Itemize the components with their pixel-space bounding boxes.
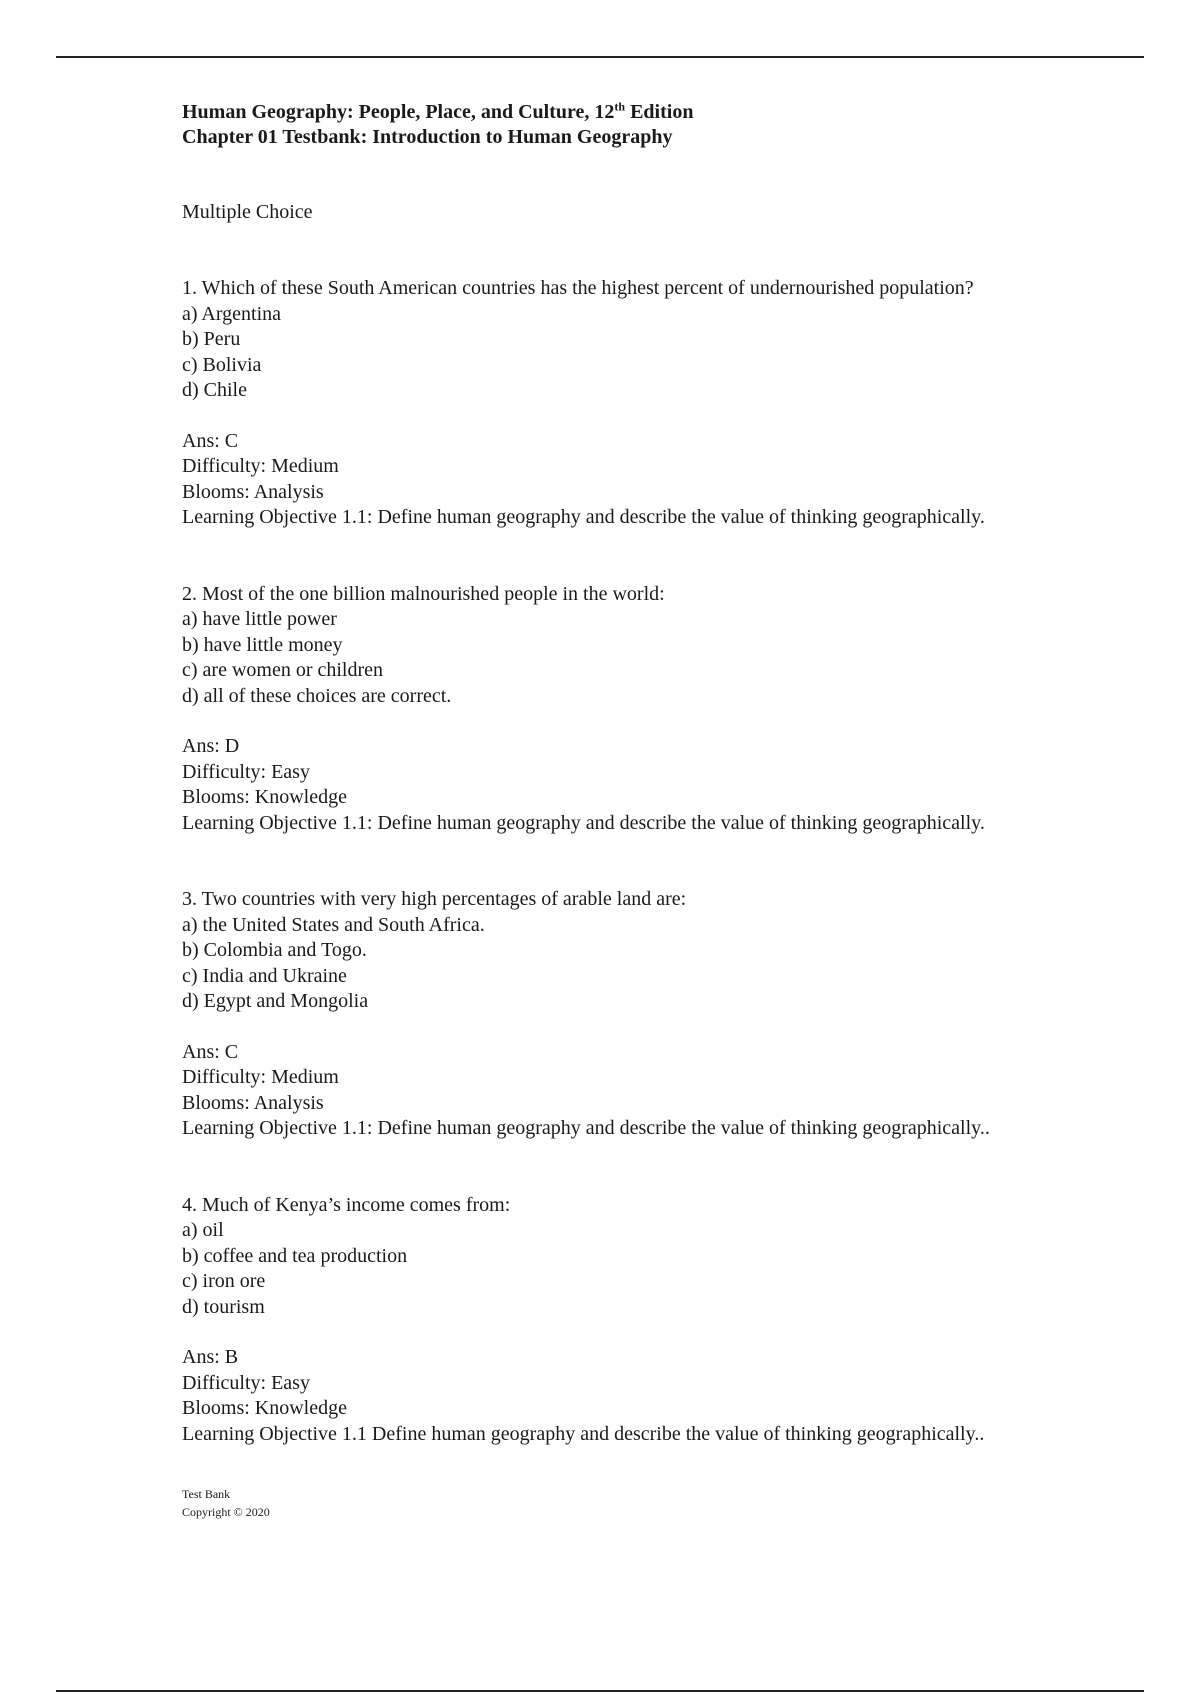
option-d: d) Egypt and Mongolia xyxy=(182,990,369,1012)
blooms: Blooms: Analysis xyxy=(182,480,324,503)
blooms: Blooms: Knowledge xyxy=(182,1397,347,1419)
title-edition: Edition xyxy=(625,101,694,123)
blooms: Blooms: Knowledge xyxy=(182,786,347,808)
option-b: b) coffee and tea production xyxy=(182,1244,408,1267)
document-title xyxy=(182,100,1082,125)
section-heading: Multiple Choice xyxy=(182,201,313,223)
option-c: c) iron ore xyxy=(182,1270,266,1292)
option-d: d) Chile xyxy=(182,379,247,401)
question-meta xyxy=(182,1040,1082,1142)
document-subtitle: Chapter 01 Testbank: Introduction to Human Geography xyxy=(182,126,673,148)
difficulty: Difficulty: Easy xyxy=(182,760,310,783)
difficulty: Difficulty: Medium xyxy=(182,1066,339,1088)
question-meta xyxy=(182,429,1082,531)
question-meta xyxy=(182,734,1082,836)
option-c: c) India and Ukraine xyxy=(182,964,347,987)
question-3 xyxy=(182,887,1082,1142)
question-meta xyxy=(182,1345,1082,1447)
answer: Ans: C xyxy=(182,1040,239,1063)
option-a: a) the United States and South Africa. xyxy=(182,913,485,936)
learning-objective: Learning Objective 1.1: Define human geography and describe the value of thinking geographically. xyxy=(182,506,985,528)
top-rule xyxy=(56,56,1144,58)
footer-testbank: Test Bank xyxy=(182,1487,231,1501)
bottom-rule xyxy=(56,1690,1144,1692)
option-a: a) Argentina xyxy=(182,302,282,325)
option-c: c) Bolivia xyxy=(182,353,262,376)
learning-objective: Learning Objective 1.1: Define human geography and describe the value of thinking geographically. xyxy=(182,811,985,834)
title-superscript: th xyxy=(614,99,626,114)
question-stem: 1. Which of these South American countries has the highest percent of undernourished population? xyxy=(182,277,974,299)
question-4 xyxy=(182,1193,1082,1448)
difficulty: Difficulty: Medium xyxy=(182,455,339,477)
question-2 xyxy=(182,582,1082,837)
answer: Ans: B xyxy=(182,1346,239,1368)
option-a: a) have little power xyxy=(182,608,337,630)
question-stem: 4. Much of Kenya’s income comes from: xyxy=(182,1193,511,1216)
question-stem: 2. Most of the one billion malnourished people in the world: xyxy=(182,582,665,605)
question-stem: 3. Two countries with very high percentages of arable land are: xyxy=(182,888,687,910)
option-d: d) tourism xyxy=(182,1295,265,1318)
footer-copyright: Copyright © 2020 xyxy=(182,1505,270,1519)
answer: Ans: D xyxy=(182,735,240,757)
option-b: b) Peru xyxy=(182,328,241,350)
difficulty: Difficulty: Easy xyxy=(182,1371,310,1394)
question-1 xyxy=(182,276,1082,531)
blooms: Blooms: Analysis xyxy=(182,1091,324,1114)
title-text: Human Geography: People, Place, and Culture, 12 xyxy=(182,101,615,123)
answer: Ans: C xyxy=(182,429,239,452)
learning-objective: Learning Objective 1.1: Define human geography and describe the value of thinking geographically.. xyxy=(182,1117,990,1139)
page-footer xyxy=(182,1485,1082,1521)
document-body xyxy=(182,100,1082,1521)
option-b: b) Colombia and Togo. xyxy=(182,939,367,961)
option-d: d) all of these choices are correct. xyxy=(182,684,452,707)
option-b: b) have little money xyxy=(182,633,343,656)
learning-objective: Learning Objective 1.1 Define human geography and describe the value of thinking geographically.. xyxy=(182,1422,985,1445)
option-c: c) are women or children xyxy=(182,659,384,681)
option-a: a) oil xyxy=(182,1219,224,1241)
